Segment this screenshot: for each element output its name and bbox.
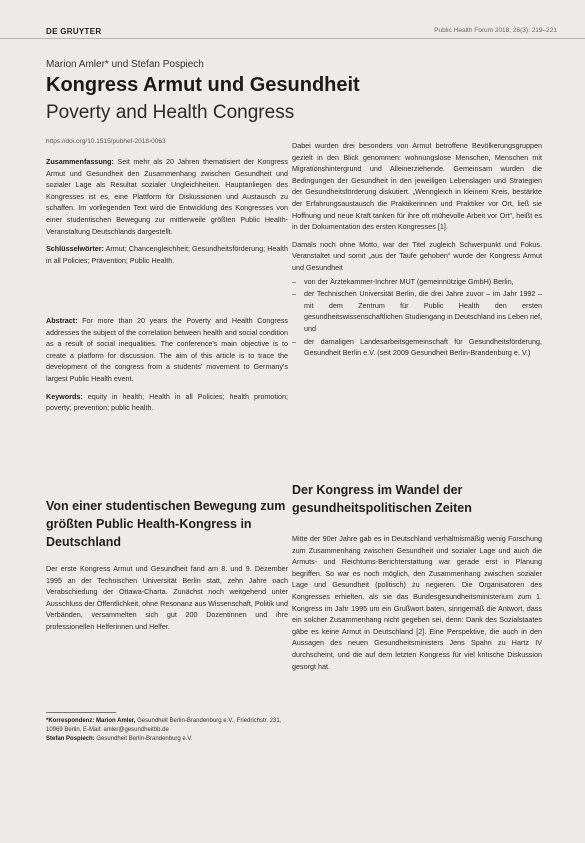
doi-link[interactable]: https://doi.org/10.1515/pubhef-2018-0063 [46, 138, 166, 145]
right-column-body [292, 140, 542, 360]
footnote-label: Stefan Pospiech: [46, 736, 95, 742]
correspondence-footnote [46, 717, 288, 744]
footnote-divider [46, 712, 116, 713]
abstract-english-label: Abstract: [46, 316, 78, 325]
article-authors: Marion Amler* und Stefan Pospiech [46, 59, 204, 70]
list-item: – von der Ärztekammer-Inchrer MUT (gemeinnützige GmbH) Berlin, [292, 276, 542, 288]
abstract-german-block [46, 156, 288, 272]
article-title-german: Kongress Armut und Gesundheit [46, 74, 360, 96]
keywords-german [46, 243, 288, 266]
organizer-list [292, 276, 542, 359]
section-body-congress-change [292, 533, 542, 678]
paragraph: Der erste Kongress Armut und Gesundheit fand am 8. und 9. Dezember 1995 an der Technischen Universität Berlin statt, zehn Jahre nach Verabschiedung der Ottawa-Charta. Zunächst noch weitgehend unter Ausschluss der Öffentlichkeit, ohne Resonanz aus Wissenschaft, Politik und Verbänden, versammelten sich gut 200 Dozentinnen und ihre professionellen Helferinnen und Helfer. [46, 564, 288, 631]
keywords-english-label: Keywords: [46, 391, 83, 401]
abstract-german [46, 156, 288, 237]
abstract-german-label: Zusammenfassung: [46, 157, 114, 166]
paragraph: Mitte der 90er Jahre gab es in Deutschland verhältnismäßig wenig Forschung zum Zusammenhang zwischen Gesundheit und sozialer Lage und auch die Armuts- und Reichtums-Berichterstattung war gerade erst in Planung begriffen. So war es noch möglich, den Zusammenhang zwischen sozialer Lage und Gesundheit (politisch) zu negieren. Die Organisatoren des Kongresses erhielten, als sie das Bundesgesundheitsministerium zum 1. Kongress im Jahr 1995 um ein Grußwort baten, sinngemäß die Antwort, dass ein solcher Zusammenhang nicht gegeben sei, denn: Dank des Sozialstaates gäbe es keine Armut in Deutschland [2]. Eine Perspektive, die auch in den Aussagen des neuen Gesundheitsministers Jens Spahn zu Hartz IV durchscheint, und die auf dem letzten Kongress für viel kritische Diskussion gesorgt hat. [292, 534, 542, 671]
keywords-english [46, 391, 288, 414]
abstract-german-text: Seit mehr als 20 Jahren thematisiert der Kongress Armut und Gesundheit den Zusammenhang zwischen Gesundheit und sozialer Lage als Resultat sozialer Ungleichheiten. Hauptanliegen des Kongresses ist es, eine Plattform für Diskussionen und Austausch zu schaffen. Im vorliegenden Text wird die Entwicklung des Kongresses von einer studentischen Bewegung zur mittlerweile größten Public Health-Veranstaltung Deutschlands dargestellt. [46, 157, 288, 236]
keywords-german-text: Armut; Chancengleichheit; Gesundheitsförderung; Health in all Policies; Prävention; Public Health. [46, 244, 288, 265]
publisher-brand: DE GRUYTER [46, 27, 102, 36]
keywords-german-label: Schlüsselwörter: [46, 244, 104, 254]
list-item: – der Technischen Universität Berlin, die drei Jahre zuvor – im Jahr 1992 – mit dem Zentrum für Public Health den ersten gesundheitswissenschaftlichen Studiengang in Deutschland ins Leben rief, und [292, 288, 542, 334]
keywords-english-text: equity in health; Health in all Policies; health promotion; poverty; prevention; public health. [46, 391, 289, 413]
section-heading-congress-change: Der Kongress im Wandel der gesundheitspolitischen Zeiten [292, 483, 472, 515]
page-header [0, 24, 585, 39]
paragraph: Damals noch ohne Motto, war der Titel zugleich Schwerpunkt und Fokus. Veranstaltet und somit „aus der Taufe gehoben“ wurde der Kongress Armut und Gesundheit [292, 239, 542, 272]
footnote-text: Gesundheit Berlin-Brandenburg e.V. [96, 736, 193, 742]
footnote-label: *Korrespondenz: Marion Amler, [46, 718, 136, 724]
footnote-text: Gesundheit Berlin-Brandenburg e.V., Friedrichstr. 231, 10969 Berlin, E-Mail: amler@gesundheitbb.de [46, 718, 282, 733]
list-item: – der damaligen Landesarbeitsgemeinschaft für Gesundheitsförderung, Gesundheit Berlin e.V. (seit 2009 Gesundheit Berlin-Brandenburg e. V.) [292, 336, 542, 359]
abstract-english-text: For more than 20 years the Poverty and Health Congress addresses the subject of the correlation between health and social condition as a result of social inequalities. The conference's main objective is to create a platform for discussion. The aim of this article is to trace the development of the congress from a students' movement to Germany's largest Public Health event. [46, 316, 289, 383]
article-title-english: Poverty and Health Congress [46, 102, 295, 123]
paragraph: Dabei wurden drei besonders von Armut betroffene Bevölkerungsgruppen gezielt in den Blick genommen: wohnungslose Menschen, Menschen mit Migrationshintergrund und Alleinerziehende. Gemeinsam wurden die Bedingungen der Gesundheit in den jeweiligen Lebenslagen und Strategien der Gesundheitsförderung diskutiert. „Wenngleich in kleinem Kreis, bestärkte der Erfahrungsaustausch die Praktikerinnen und Praktiker vor Ort, ließ sie Hoffnung und neue Kraft tanken für ihre oft mühevolle Arbeit vor Ort“, heißt es in der Dokumentation des ersten Kongresses [1]. [292, 141, 542, 232]
abstract-english [46, 315, 288, 385]
abstract-english-block [46, 315, 288, 420]
section-heading-student-movement: Von einer studentischen Bewegung zum größten Public Health-Kongress in Deutschland [46, 499, 286, 549]
section-body-student-movement [46, 563, 288, 639]
journal-citation: Public Health Forum 2018; 26(3): 219–221 [434, 27, 557, 34]
